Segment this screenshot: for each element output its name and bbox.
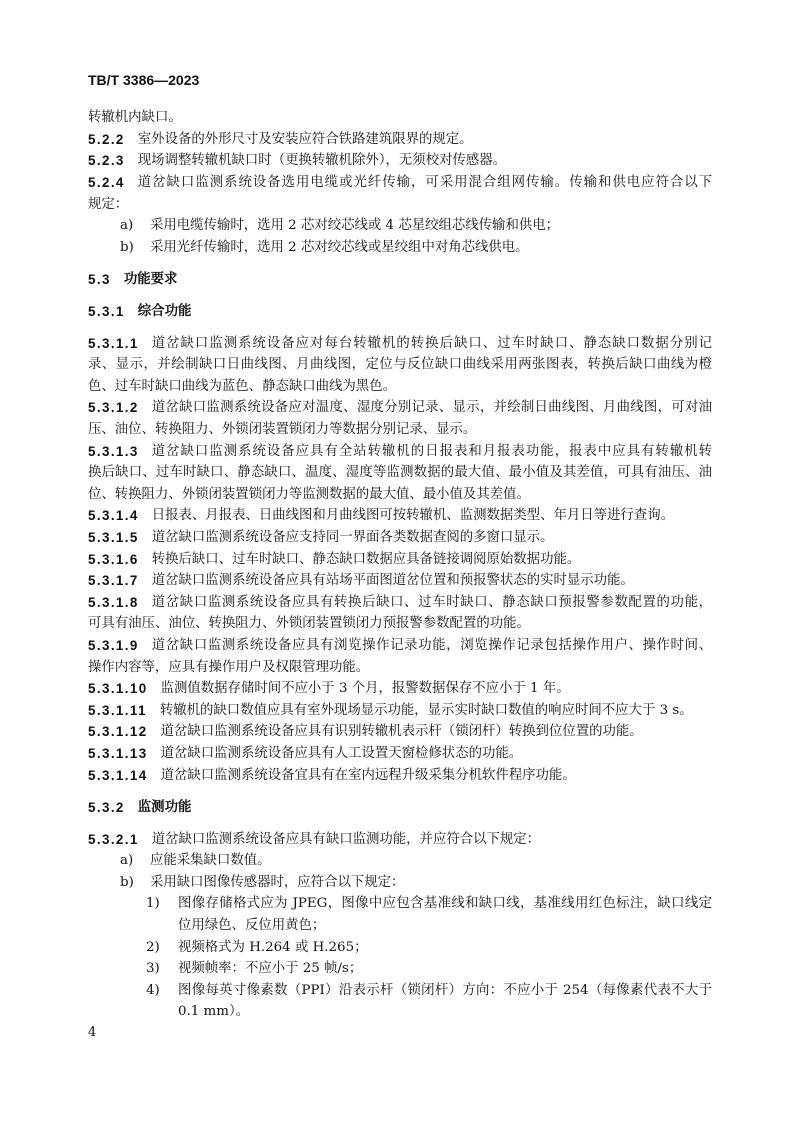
clause-text: 道岔缺口监测系统设备应具有转换后缺口、过车时缺口、静态缺口预报警参数配置的功能， — [151, 594, 712, 610]
list-item-text: 采用缺口图像传感器时，应符合以下规定： — [150, 874, 405, 890]
clause-number: 5.3.2.1 — [88, 831, 139, 847]
list-item-text: 应能采集缺口数值。 — [150, 853, 271, 869]
list-marker: a) — [120, 218, 134, 234]
sub-list-item — [88, 893, 712, 915]
clause-number: 5.3.1.9 — [88, 638, 139, 654]
sub-list-marker: 1) — [146, 896, 160, 912]
clause-text-line: 规定： — [88, 196, 129, 212]
clause-5-3-1-8 — [88, 592, 712, 614]
clause-text: 道岔缺口监测系统设备宜具有在室内远程升级采集分机软件程序功能。 — [160, 767, 576, 783]
list-marker: b) — [120, 874, 134, 890]
sub-list-item-text-line: 位用绿色、反位用黄色； — [178, 917, 326, 933]
clause-text: 道岔缺口监测系统设备选用电缆或光纤传输，可采用混合组网传输。传输和供电应符合以下 — [137, 174, 712, 190]
section-heading-5-3-2 — [88, 797, 712, 819]
clause-text: 道岔缺口监测系统设备应对每台转辙机的转换后缺口、过车时缺口、静态缺口数据分别记 — [151, 335, 712, 351]
clause-5-2-2 — [88, 129, 712, 151]
sub-list-marker: 4) — [146, 982, 160, 998]
clause-text: 道岔缺口监测系统设备应具有缺口监测功能，并应符合以下规定： — [151, 831, 541, 847]
clause-number: 5.2.4 — [88, 174, 125, 190]
clause-number: 5.2.3 — [88, 153, 125, 169]
clause-number: 5.3.1.7 — [88, 573, 139, 589]
clause-text: 道岔缺口监测系统设备应具有人工设置天窗检修状态的功能。 — [160, 745, 523, 761]
list-marker: b) — [120, 239, 134, 255]
list-item — [88, 237, 712, 259]
continuation-line: 转辙机内缺口。 — [88, 110, 182, 126]
clause-text: 道岔缺口监测系统设备应对温度、湿度分别记录、显示，并绘制日曲线图、月曲线图，可对油 — [151, 400, 712, 416]
sub-list-item — [88, 980, 712, 1002]
clause-text: 室外设备的外形尺寸及安装应符合铁路建筑限界的规定。 — [137, 131, 473, 147]
list-item-text: 采用光纤传输时，选用 2 芯对绞芯线或星绞组中对角芯线供电。 — [150, 239, 529, 255]
sub-list-marker: 2) — [146, 939, 160, 955]
clause-text: 日报表、月报表、日曲线图和月曲线图可按转辙机、监测数据类型、年月日等进行查询。 — [151, 508, 674, 524]
clause-text: 道岔缺口监测系统设备应具有浏览操作记录功能，浏览操作记录包括操作用户、操作时间、 — [151, 638, 712, 654]
clause-5-3-1-7 — [88, 570, 712, 592]
clause-number: 5.3.1.6 — [88, 551, 139, 567]
clause-5-3-1-3 — [88, 441, 712, 463]
clause-text-line: 压、油位、转换阻力、外锁闭装置锁闭力等数据分别记录、显示。 — [88, 422, 477, 438]
clause-text: 道岔缺口监测系统设备应具有全站转辙机的日报表和月报表功能，报表中应具有转辙机转 — [151, 443, 712, 459]
clause-text: 监测值数据存储时间不应小于 3 个月，报警数据保存不应小于 1 年。 — [160, 681, 570, 697]
clause-number: 5.3.1.4 — [88, 508, 139, 524]
list-marker: a) — [120, 853, 134, 869]
section-title: 综合功能 — [137, 303, 192, 319]
clause-number: 5.3.1.14 — [88, 767, 148, 783]
clause-text: 转辙机的缺口数值应具有室外现场显示功能，显示实时缺口数值的响应时间不应大于 3 s。 — [159, 702, 693, 718]
clause-number: 5.3.1.13 — [88, 745, 148, 761]
clause-number: 5.3.1.5 — [88, 530, 139, 546]
clause-text-line: 录、显示，并绘制缺口日曲线图、月曲线图，定位与反位缺口曲线采用两张图表，转换后缺口曲线为橙 — [88, 357, 712, 373]
document-body — [88, 107, 712, 1023]
page-number: 4 — [88, 1025, 97, 1040]
clause-5-3-1-12 — [88, 721, 712, 743]
clause-text-line: 可具有油压、油位、转换阻力、外锁闭装置锁闭力预报警参数配置的功能。 — [88, 616, 530, 632]
clause-text: 转换后缺口、过车时缺口、静态缺口数据应具备链接调阅原始数据功能。 — [151, 551, 581, 567]
clause-number: 5.3.1.8 — [88, 594, 139, 610]
sub-list-item-text: 图像每英寸像素数（PPI）沿表示杆（锁闭杆）方向：不应小于 254（每像素代表不大于 — [178, 982, 712, 998]
clause-number: 5.3.1.12 — [88, 724, 148, 740]
sub-list-item-text: 视频帧率：不应小于 25 帧/s； — [178, 961, 363, 977]
clause-5-2-3 — [88, 150, 712, 172]
clause-5-3-2-1 — [88, 829, 712, 851]
list-item — [88, 850, 712, 872]
section-title: 监测功能 — [137, 799, 192, 815]
section-heading-5-3 — [88, 269, 712, 291]
clause-5-3-1-5 — [88, 527, 712, 549]
sub-list-item-text: 图像存储格式应为 JPEG，图像中应包含基准线和缺口线，基准线用红色标注，缺口线定 — [178, 896, 712, 912]
list-item — [88, 872, 712, 894]
clause-number: 5.3.1.2 — [88, 400, 139, 416]
clause-text-line: 位、转换阻力、外锁闭装置锁闭力等监测数据的最大值、最小值及其差值。 — [88, 486, 530, 502]
clause-number: 5.3.1.10 — [88, 681, 148, 697]
sub-list-marker: 3) — [146, 961, 160, 977]
clause-5-3-1-6 — [88, 549, 712, 571]
sub-list-item — [88, 958, 712, 980]
clause-5-3-1-2 — [88, 397, 712, 419]
sub-list-item-text: 视频格式为 H.264 或 H.265； — [178, 939, 368, 955]
clause-5-3-1-9 — [88, 635, 712, 657]
clause-5-3-1-4 — [88, 505, 712, 527]
section-number: 5.3.1 — [88, 303, 125, 319]
section-number: 5.3.2 — [88, 799, 125, 815]
clause-5-3-1-10 — [88, 678, 712, 700]
clause-5-2-4 — [88, 172, 712, 194]
section-heading-5-3-1 — [88, 301, 712, 323]
list-item-text: 采用电缆传输时，选用 2 芯对绞芯线或 4 芯星绞组芯线传输和供电； — [150, 218, 560, 234]
clause-5-3-1-1 — [88, 333, 712, 355]
section-title: 功能要求 — [123, 271, 178, 287]
list-item — [88, 215, 712, 237]
clause-number: 5.3.1.11 — [88, 702, 147, 718]
clause-text: 道岔缺口监测系统设备应具有站场平面图道岔位置和预报警状态的实时显示功能。 — [151, 573, 634, 589]
clause-text: 现场调整转辙机缺口时（更换转辙机除外），无须校对传感器。 — [137, 153, 507, 169]
clause-text-line: 操作内容等，应具有操作用户及权限管理功能。 — [88, 659, 370, 675]
clause-number: 5.3.1.1 — [88, 335, 139, 351]
clause-text-line: 色、过车时缺口曲线为蓝色、静态缺口曲线为黑色。 — [88, 378, 396, 394]
clause-text-line: 换后缺口、过车时缺口、静态缺口、温度、湿度等监测数据的最大值、最小值及其差值，可具有油压、油 — [88, 465, 712, 481]
standard-code-header: TB/T 3386—2023 — [88, 72, 200, 88]
section-number: 5.3 — [88, 271, 111, 287]
clause-text: 道岔缺口监测系统设备应支持同一界面各类数据查阅的多窗口显示。 — [151, 530, 554, 546]
sub-list-item-text-line: 0.1 mm）。 — [178, 1004, 250, 1020]
clause-number: 5.2.2 — [88, 131, 125, 147]
clause-text: 道岔缺口监测系统设备应具有识别转辙机表示杆（锁闭杆）转换到位位置的功能。 — [160, 724, 643, 740]
sub-list-item — [88, 937, 712, 959]
clause-5-3-1-13 — [88, 743, 712, 765]
clause-5-3-1-11 — [88, 700, 712, 722]
clause-number: 5.3.1.3 — [88, 443, 139, 459]
clause-5-3-1-14 — [88, 765, 712, 787]
